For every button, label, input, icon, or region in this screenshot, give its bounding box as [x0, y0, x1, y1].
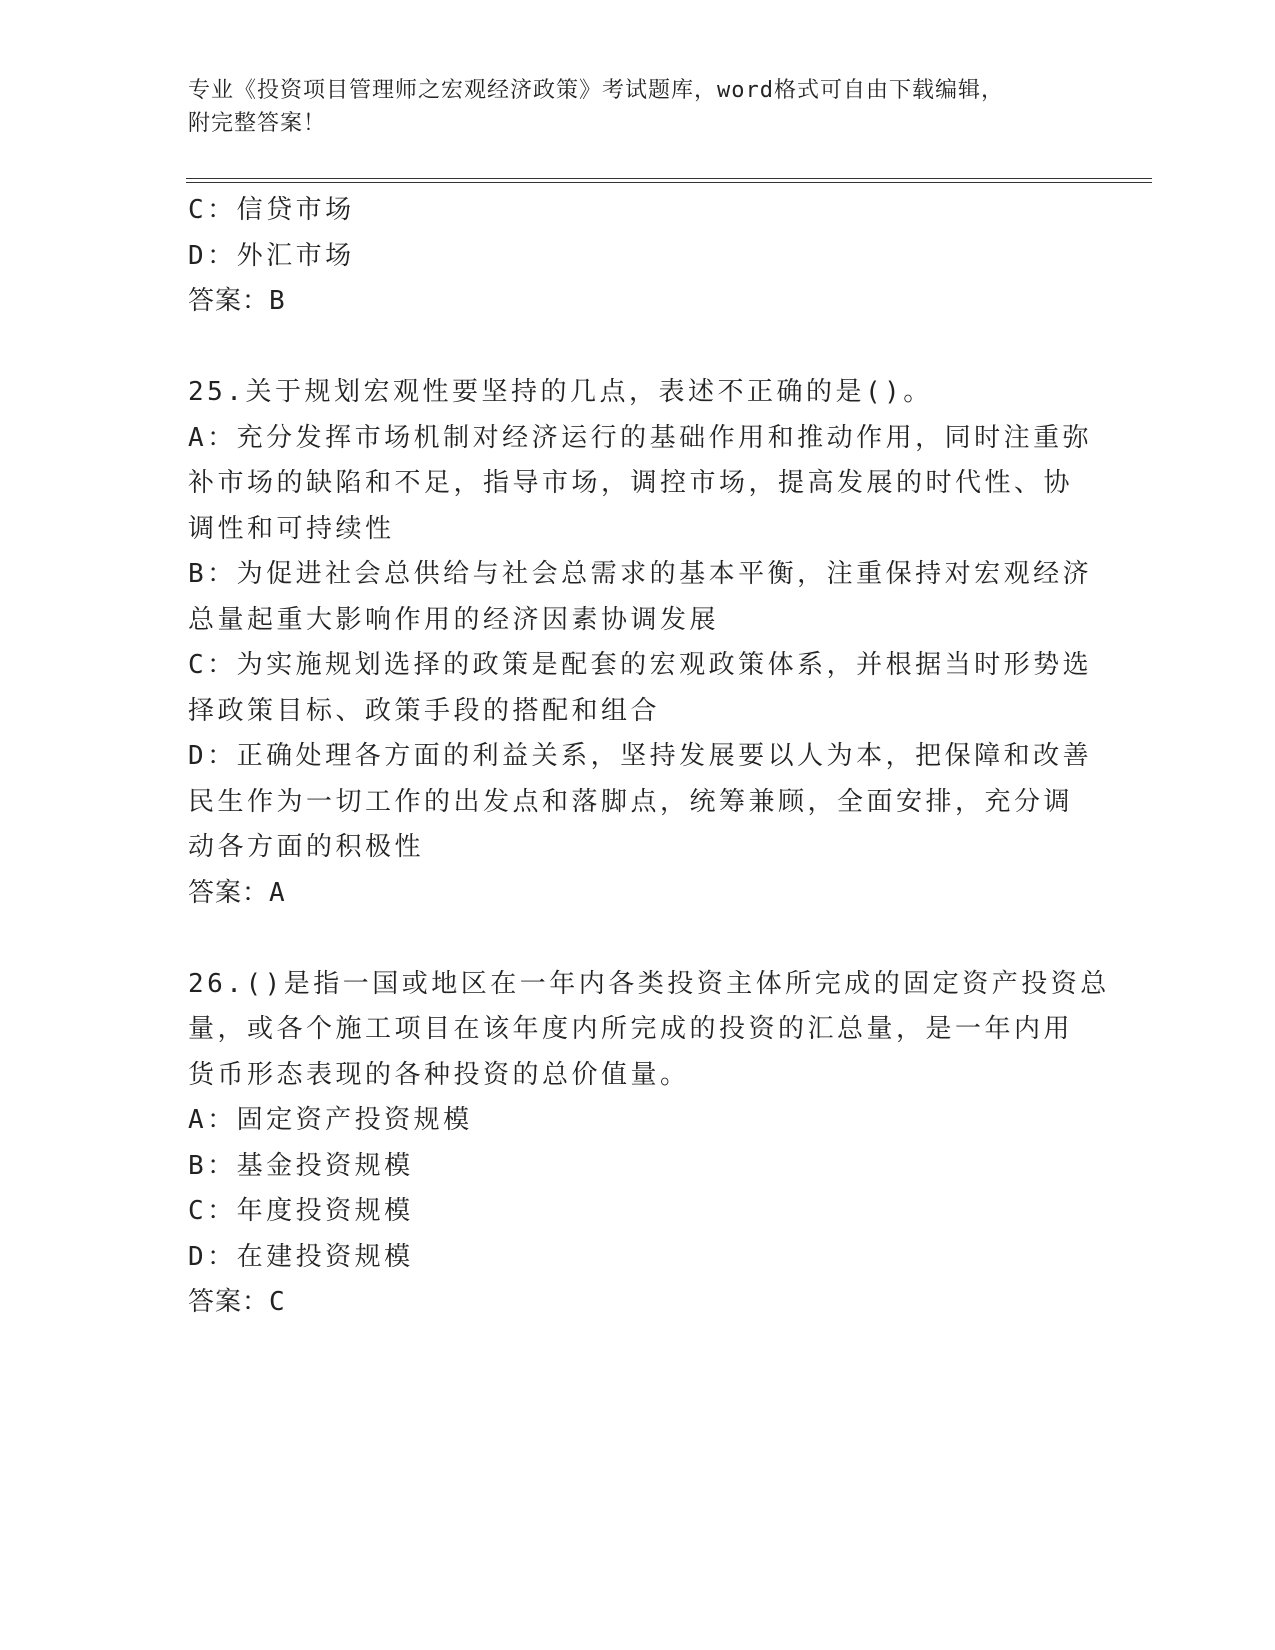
option-a-line: A：充分发挥市场机制对经济运行的基础作用和推动作用，同时注重弥 — [188, 422, 1093, 453]
question-26 — [188, 962, 1110, 1326]
option-b-line: 总量起重大影响作用的经济因素协调发展 — [188, 604, 720, 635]
header-line-2: 附完整答案！ — [188, 111, 327, 136]
question-stem-line: 量，或各个施工项目在该年度内所完成的投资的汇总量，是一年内用 — [188, 1014, 1074, 1044]
option-c: C：年度投资规模 — [188, 1196, 414, 1226]
answer: 答案：A — [188, 877, 286, 908]
option-d: D：在建投资规模 — [188, 1241, 414, 1272]
document-header — [188, 74, 1088, 140]
question-24 — [188, 188, 1088, 325]
option-d-line: D：正确处理各方面的利益关系，坚持发展要以人为本，把保障和改善 — [188, 741, 1093, 771]
question-stem-line: 26.()是指一国或地区在一年内各类投资主体所完成的固定资产投资总 — [188, 968, 1110, 999]
header-divider — [186, 178, 1152, 183]
option-b-line: B：为促进社会总供给与社会总需求的基本平衡，注重保持对宏观经济 — [188, 559, 1093, 589]
option-a: A：固定资产投资规模 — [188, 1105, 473, 1135]
option-b — [188, 552, 1093, 643]
question-25 — [188, 370, 1093, 916]
spacer — [188, 916, 1088, 962]
question-stem: 25.关于规划宏观性要坚持的几点，表述不正确的是()。 — [188, 377, 933, 407]
spacer — [188, 325, 1088, 371]
option-d — [188, 734, 1093, 871]
option-b: B：基金投资规模 — [188, 1150, 414, 1181]
option-a-line: 调性和可持续性 — [188, 513, 395, 544]
option-a-line: 补市场的缺陷和不足，指导市场，调控市场，提高发展的时代性、协 — [188, 468, 1074, 498]
question-stem — [188, 962, 1110, 1099]
option-c-line: 择政策目标、政策手段的搭配和组合 — [188, 695, 661, 726]
question-list — [188, 188, 1110, 1326]
question-stem-line: 货币形态表现的各种投资的总价值量。 — [188, 1059, 690, 1090]
option-d-line: 动各方面的积极性 — [188, 832, 425, 862]
option-c-line: C：为实施规划选择的政策是配套的宏观政策体系，并根据当时形势选 — [188, 650, 1093, 680]
option-d: D：外汇市场 — [188, 240, 355, 271]
option-a — [188, 416, 1093, 553]
answer: 答案：B — [188, 286, 286, 316]
header-line-1: 专业《投资项目管理师之宏观经济政策》考试题库，word格式可自由下载编辑， — [188, 78, 1004, 103]
option-c — [188, 643, 1093, 734]
option-c: C：信贷市场 — [188, 195, 355, 225]
answer: 答案：C — [188, 1287, 286, 1317]
option-d-line: 民生作为一切工作的出发点和落脚点，统筹兼顾，全面安排，充分调 — [188, 786, 1074, 817]
